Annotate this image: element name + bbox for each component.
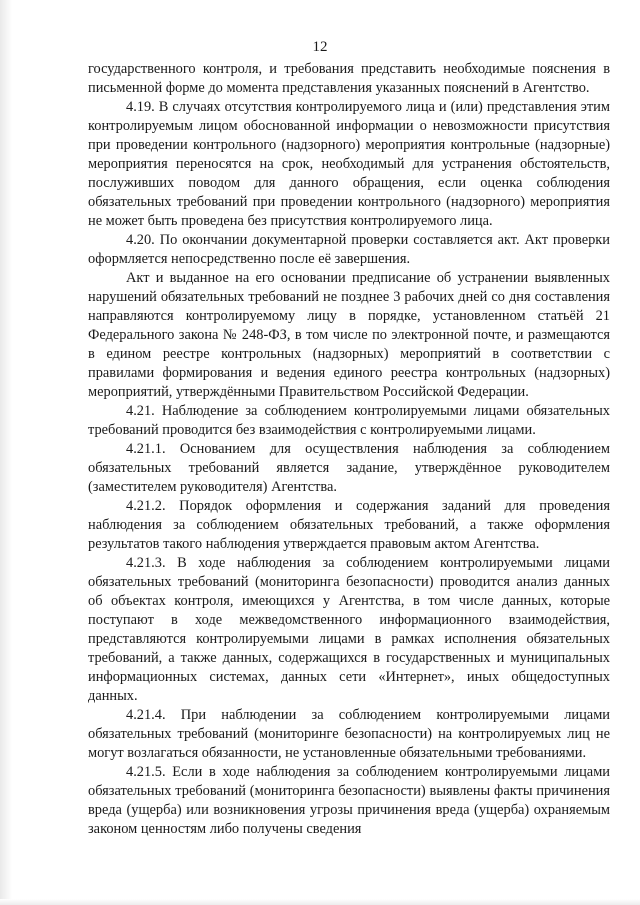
- paragraph-4-21-4: 4.21.4. При наблюдении за соблюдением контролируемыми лицами обязательных требований (мониторинге безопасности) на контролируемых лиц не могут возлагаться обязанности, не установленные обязательными требованиями.: [88, 707, 610, 761]
- paragraph-continuation: государственного контроля, и требования представить необходимые пояснения в письменной форме до момента представления указанных пояснений в Агентство.: [88, 61, 610, 96]
- paragraph-4-19: 4.19. В случаях отсутствия контролируемого лица и (или) представления этим контролируемым лицом обоснованной информации о невозможности присутствия при проведении контрольного (надзорного) мероприятия контрольные (надзорные) мероприятия переносятся на срок, необходимый для устранения обстоятельств, послуживших поводом для данного обращения, если оценка соблюдения обязательных требований при проведении контрольного (надзорного) мероприятия не может быть проведена без присутствия контролируемого лица.: [88, 99, 610, 229]
- paragraph-4-21-3: 4.21.3. В ходе наблюдения за соблюдением контролируемыми лицами обязательных требований (мониторинга безопасности) проводится анализ данных об объектах контроля, имеющихся у Агентства, в том числе данных, которые поступают в ходе межведомственного информационного взаимодействия, представляются контролируемыми лицами в рамках исполнения обязательных требований, а также данных, содержащихся в государственных и муниципальных информационных системах, данных сети «Интернет», иных общедоступных данных.: [88, 555, 610, 704]
- scan-shadow-bottom: [0, 899, 640, 905]
- paragraph-4-21-1: 4.21.1. Основанием для осуществления наблюдения за соблюдением обязательных требований является задание, утверждённое руководителем (заместителем руководителя) Агентства.: [88, 441, 610, 495]
- scan-shadow-edge: [0, 0, 12, 905]
- paragraph-4-21-2: 4.21.2. Порядок оформления и содержания заданий для проведения наблюдения за соблюдением обязательных требований, а также оформления результатов такого наблюдения утверждается правовым актом Агентства.: [88, 498, 610, 552]
- page-number: 12: [312, 39, 328, 55]
- paragraph-4-21-5: 4.21.5. Если в ходе наблюдения за соблюдением контролируемыми лицами обязательных требований (мониторинга безопасности) выявлены факты причинения вреда (ущерба) или возникновения угрозы причинения вреда (ущерба) охраняемым законом ценностям либо получены сведения: [88, 764, 610, 837]
- paragraph-act-and-order: Акт и выданное на его основании предписание об устранении выявленных нарушений обязательных требований не позднее 3 рабочих дней со дня составления направляются контролируемому лицу в порядке, установленном статьёй 21 Федерального закона № 248-ФЗ, в том числе по электронной почте, и размещаются в едином реестре контрольных (надзорных) мероприятий в соответствии с правилами формирования и ведения единого реестра контрольных (надзорных) мероприятий, утверждёнными Правительством Российской Федерации.: [88, 270, 610, 400]
- paragraph-4-20: 4.20. По окончании документарной проверки составляется акт. Акт проверки оформляется непосредственно после её завершения.: [88, 232, 610, 267]
- document-body: [88, 60, 610, 839]
- paragraph-4-21: 4.21. Наблюдение за соблюдением контролируемыми лицами обязательных требований проводится без взаимодействия с контролируемыми лицами.: [88, 403, 610, 438]
